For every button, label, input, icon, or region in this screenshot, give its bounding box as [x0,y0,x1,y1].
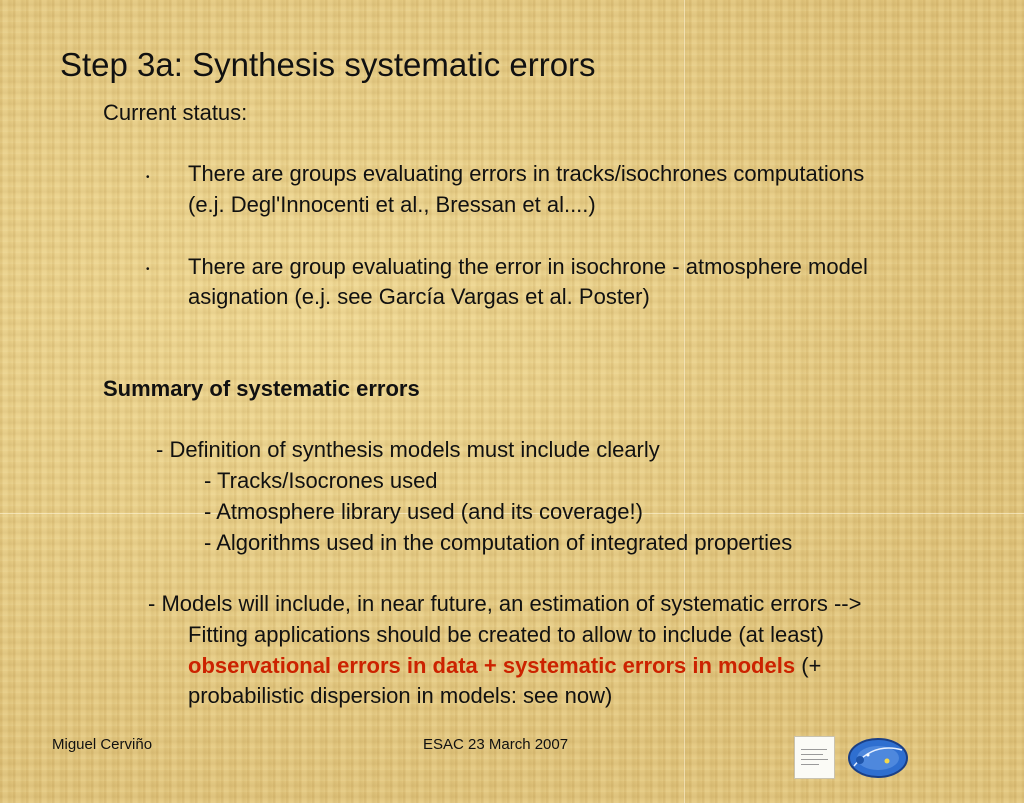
models-line-3 [188,655,821,677]
models-line-1: - Models will include, in near future, an estimation of systematic errors --> [148,591,862,616]
highlighted-errors-text: observational errors in data + systematic errors in models [188,653,796,678]
observatory-logo [844,736,910,782]
current-status-label: Current status: [103,100,248,125]
definition-item-atmosphere: - Atmosphere library used (and its coverage!) [204,499,643,524]
footer-author: Miguel Cerviño [52,736,153,753]
definition-intro: - Definition of synthesis models must include clearly [156,437,660,462]
models-line-2: Fitting applications should be created to allow to include (at least) [188,622,824,647]
bullet-dot: • [146,172,150,183]
bullet-2-line-2: asignation (e.j. see García Vargas et al. Poster) [188,284,650,309]
bullet-dot: • [146,264,150,275]
models-line-3-rest: (+ [795,653,822,678]
definition-item-algorithms: - Algorithms used in the computation of integrated properties [204,530,793,555]
models-line-4: probabilistic dispersion in models: see now) [188,683,613,708]
institution-logo [794,736,835,779]
summary-heading: Summary of systematic errors [103,376,420,401]
slide-title: Step 3a: Synthesis systematic errors [60,46,596,83]
paper-seam-vertical [684,0,685,803]
bullet-2-line-1: There are group evaluating the error in isochrone - atmosphere model [188,254,868,279]
footer-event: ESAC 23 March 2007 [423,736,569,753]
bullet-1-line-2: (e.j. Degl'Innocenti et al., Bressan et al....) [188,192,596,217]
bullet-1-line-1: There are groups evaluating errors in tracks/isochrones computations [188,161,865,186]
definition-item-tracks: - Tracks/Isocrones used [204,468,438,493]
